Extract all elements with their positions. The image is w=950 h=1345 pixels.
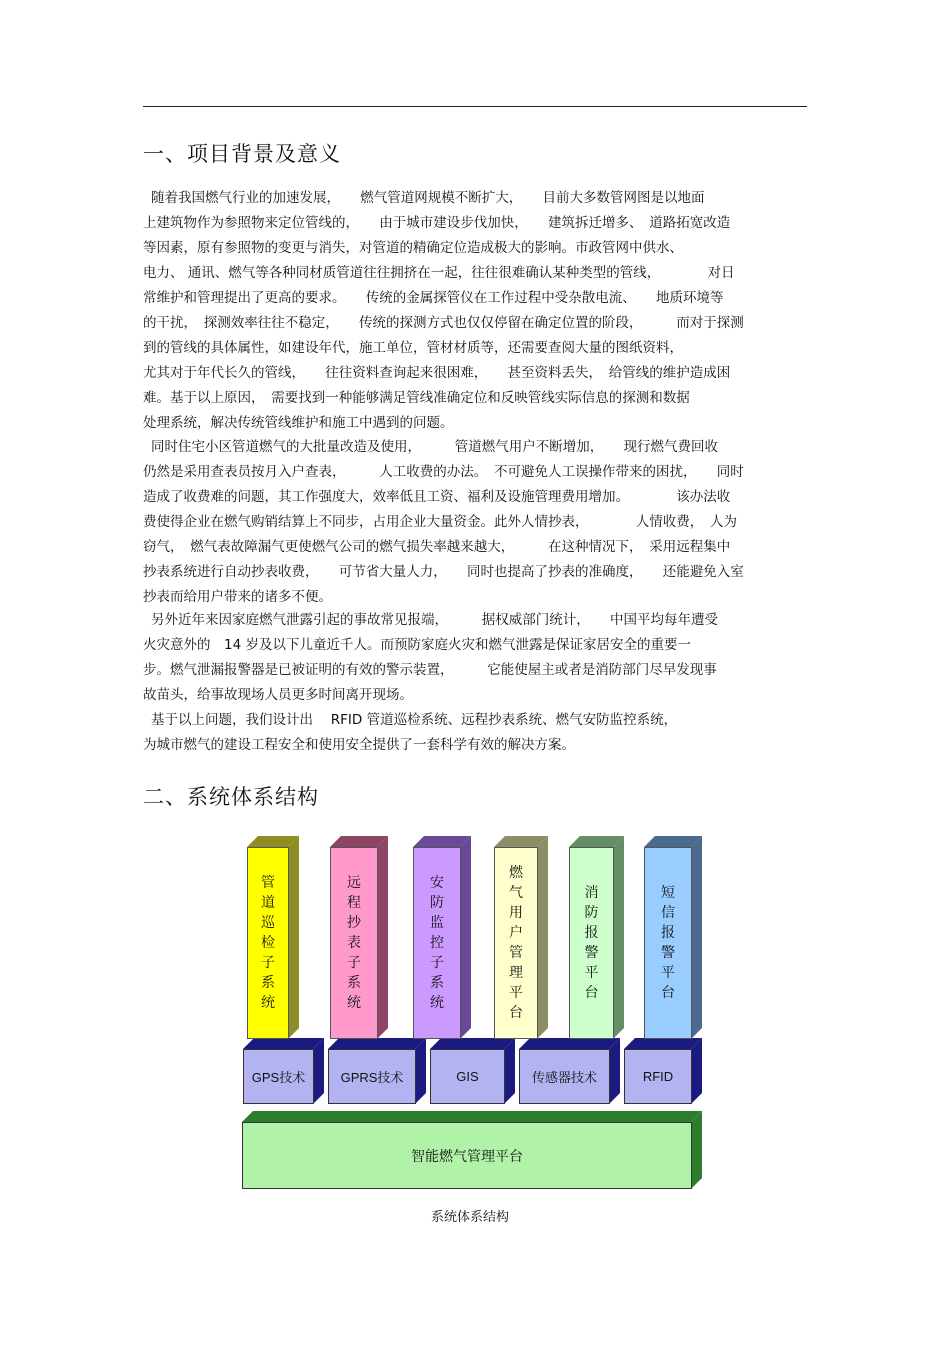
subsystem-label: 消防报警平台 bbox=[584, 885, 599, 1001]
text-line: 等因素，原有参照物的变更与消失，对管道的精确定位造成极大的影响。市政管网中供水、 bbox=[143, 240, 683, 256]
text-line: 造成了收费难的问题，其工作强度大，效率低且工资、福利及设施管理费用增加。 该办法收 bbox=[143, 489, 731, 505]
text-line: 步。燃气泄漏报警器是已被证明的有效的警示装置， 它能使屋主或者是消防部门尽早发现事 bbox=[143, 662, 717, 678]
subsystem-sms-alarm bbox=[644, 847, 692, 1039]
subsystem-remote-meter-reading bbox=[330, 847, 378, 1039]
subsystem-label: 短信报警平台 bbox=[661, 885, 675, 1001]
text-line: 仍然是采用查表员按月入户查表， 人工收费的办法。 不可避免人工误操作带来的困扰， 同时 bbox=[143, 464, 744, 480]
text-line: 窃气， 燃气表故障漏气更使燃气公司的燃气损失率越来越大， 在这种情况下， 采用远程集中 bbox=[143, 539, 731, 555]
text-line: 为城市燃气的建设工程安全和使用安全提供了一套科学有效的解决方案。 bbox=[143, 737, 575, 753]
text-line: 同时住宅小区管道燃气的大批量改造及使用， 管道燃气用户不断增加， 现行燃气费回收 bbox=[151, 439, 718, 455]
text-line: 抄表系统进行自动抄表收费， 可节省大量人力， 同时也提高了抄表的准确度， 还能避免入室 bbox=[143, 564, 744, 580]
text-line: 电力、 通讯、燃气等各种同材质管道往往拥挤在一起，往往很难确认某种类型的管线， 对日 bbox=[143, 265, 735, 281]
subsystem-security-monitoring bbox=[413, 847, 461, 1039]
diagram-caption: 系统体系结构 bbox=[430, 1210, 509, 1225]
subsystem-fire-alarm bbox=[569, 847, 614, 1039]
text-line: 另外近年来因家庭燃气泄露引起的事故常见报端， 据权威部门统计， 中国平均每年遭受 bbox=[151, 612, 718, 628]
subsystem-label: 远程抄表子系统 bbox=[347, 875, 361, 1011]
section-title-architecture: 二、系统体系结构 bbox=[143, 785, 319, 809]
tech-gis: GIS bbox=[430, 1049, 505, 1104]
text-line: 常维护和管理提出了更高的要求。 传统的金属探管仪在工作过程中受杂散电流、 地质环境等 bbox=[143, 290, 724, 306]
tech-gprs: GPRS技术 bbox=[328, 1049, 416, 1104]
text-line: 难。基于以上原因， 需要找到一种能够满足管线准确定位和反映管线实际信息的探测和数据 bbox=[143, 390, 690, 406]
text-line: 的干扰， 探测效率往往不稳定， 传统的探测方式也仅仅停留在确定位置的阶段， 而对于探测 bbox=[143, 315, 744, 331]
tech-sensor: 传感器技术 bbox=[519, 1049, 610, 1104]
text-line: 故苗头，给事故现场人员更多时间离开现场。 bbox=[143, 687, 413, 703]
text-line: 抄表而给用户带来的诸多不便。 bbox=[143, 589, 332, 605]
text-line: 尤其对于年代长久的管线， 往往资料查询起来很困难， 甚至资料丢失， 给管线的维护造成困 bbox=[143, 365, 731, 381]
text-line: 到的管线的具体属性，如建设年代，施工单位，管材材质等，还需要查阅大量的图纸资料， bbox=[143, 340, 683, 356]
text-line: 上建筑物作为参照物来定位管线的， 由于城市建设步伐加快， 建筑拆迁增多、 道路拓宽改造 bbox=[143, 215, 731, 231]
smart-gas-management-platform: 智能燃气管理平台 bbox=[242, 1122, 692, 1189]
subsystem-label: 安防监控子系统 bbox=[430, 875, 444, 1011]
subsystem-gas-user-management bbox=[494, 847, 538, 1039]
tech-rfid: RFID bbox=[624, 1049, 692, 1104]
text-line: 费使得企业在燃气购销结算上不同步，占用企业大量资金。此外人情抄表， 人情收费， 人为 bbox=[143, 514, 737, 530]
tech-gps: GPS技术 bbox=[243, 1049, 314, 1104]
section-title-background: 一、项目背景及意义 bbox=[143, 142, 341, 166]
subsystem-pipeline-inspection bbox=[247, 847, 289, 1039]
subsystem-label: 燃气用户管理平台 bbox=[509, 865, 523, 1021]
text-line: 基于以上问题，我们设计出 RFID 管道巡检系统、远程抄表系统、燃气安防监控系统， bbox=[151, 712, 678, 728]
text-line: 火灾意外的 14 岁及以下儿童近千人。而预防家庭火灾和燃气泄露是保证家居安全的重要一 bbox=[143, 637, 691, 653]
subsystem-label: 管道巡检子系统 bbox=[261, 875, 275, 1011]
text-line: 处理系统，解决传统管线维护和施工中遇到的问题。 bbox=[143, 415, 454, 431]
text-line: 随着我国燃气行业的加速发展， 燃气管道网规模不断扩大， 目前大多数管网图是以地面 bbox=[151, 190, 705, 206]
